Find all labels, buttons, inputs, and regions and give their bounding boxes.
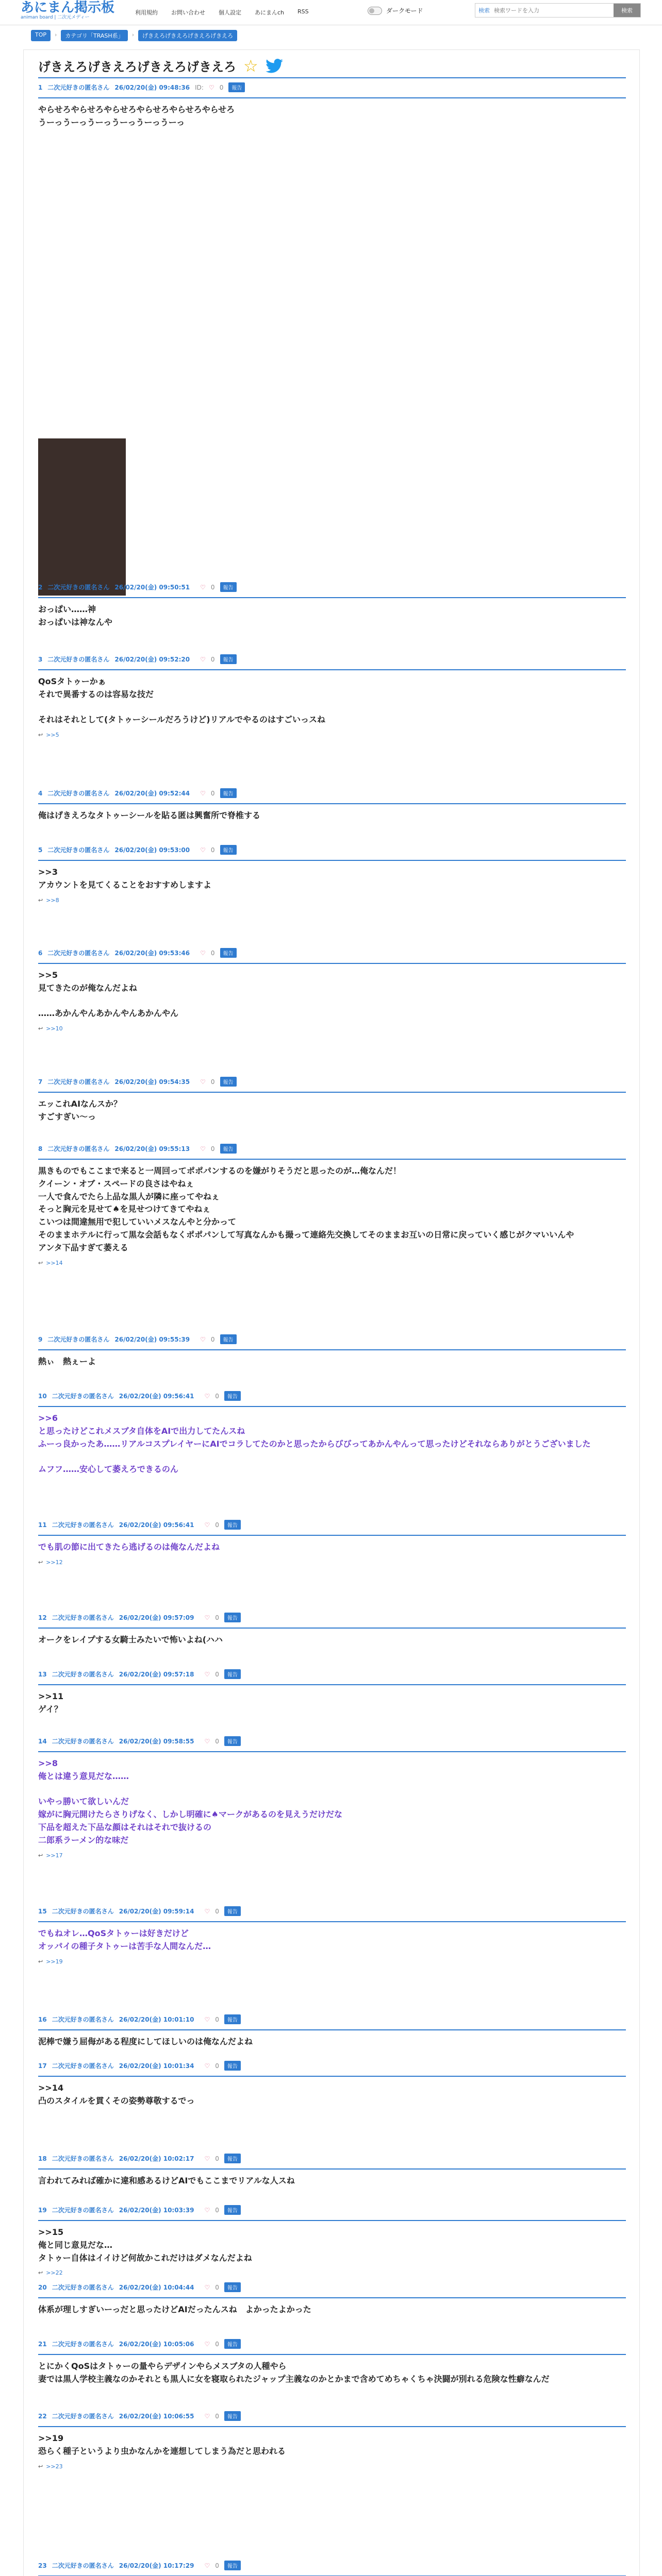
report-button[interactable]: 報告 — [224, 2014, 241, 2024]
post-divider — [38, 2029, 626, 2030]
poster-name: 二次元好きの匿名さん — [52, 2341, 114, 2348]
post-date: 26/02/20(金) 09:56:41 — [119, 1521, 194, 1529]
search-bar — [475, 3, 641, 18]
post — [38, 2205, 626, 2276]
post-body: でもねオレ…QoSタトゥーは好きだけど オッパイの種子タトゥーは苦手な人間なんだ… — [38, 1928, 211, 1951]
poster-name: 二次元好きの匿名さん — [47, 1145, 110, 1153]
report-button[interactable]: 報告 — [224, 1906, 241, 1916]
post-date: 26/02/20(金) 09:48:36 — [114, 84, 190, 91]
post — [38, 1520, 626, 1566]
header-nav — [135, 8, 309, 16]
reply-link-text[interactable]: >>10 — [46, 1025, 63, 1032]
like-count: 0 — [210, 789, 215, 797]
title-underline — [38, 77, 626, 78]
like-heart-icon[interactable]: ♡ — [204, 2206, 210, 2214]
post-number[interactable]: 17 — [38, 2062, 47, 2070]
poster-name: 二次元好きの匿名さん — [52, 1614, 114, 1621]
like-count: 0 — [215, 2340, 219, 2348]
post-date: 26/02/20(金) 10:01:34 — [119, 2062, 194, 2070]
report-button[interactable]: 報告 — [220, 582, 237, 592]
post-date: 26/02/20(金) 09:57:18 — [119, 1671, 194, 1678]
page-title — [38, 57, 283, 75]
post-header — [38, 2014, 626, 2024]
post-date: 26/02/20(金) 10:17:29 — [119, 2562, 194, 2569]
like-heart-icon[interactable]: ♡ — [204, 2412, 210, 2420]
post-header — [38, 654, 626, 664]
like-heart-icon[interactable]: ♡ — [200, 789, 206, 797]
reply-link[interactable] — [38, 1025, 626, 1032]
reply-link-text[interactable]: >>8 — [46, 896, 59, 904]
like-count: 0 — [215, 1392, 219, 1400]
like-heart-icon[interactable]: ♡ — [204, 2562, 210, 2569]
post-divider — [38, 860, 626, 861]
like-count: 0 — [215, 1614, 219, 1621]
post-body: >>5 見てきたのが俺なんだよね ……あかんやんあかんやんあかんやん — [38, 970, 179, 1019]
like-count: 0 — [215, 2412, 219, 2420]
reply-arrow-icon: ↩ — [38, 732, 43, 739]
post-header — [38, 1334, 626, 1344]
thread-title: げきえろげきえろげきえろげきえろ — [38, 60, 236, 74]
post-divider — [38, 97, 626, 98]
like-heart-icon[interactable]: ♡ — [200, 583, 206, 591]
like-count: 0 — [215, 1737, 219, 1745]
like-heart-icon[interactable]: ♡ — [200, 655, 206, 663]
nav-contact[interactable]: お問い合わせ — [171, 9, 205, 16]
reply-link-text[interactable]: >>5 — [46, 732, 59, 739]
post — [38, 1077, 626, 1124]
search-button[interactable]: 検索 — [614, 4, 640, 17]
post-date: 26/02/20(金) 09:53:46 — [114, 950, 190, 957]
post-date: 26/02/20(金) 09:56:41 — [119, 1393, 194, 1400]
post — [38, 1334, 626, 1368]
reply-arrow-icon: ↩ — [38, 1259, 43, 1266]
post-number[interactable]: 10 — [38, 1392, 47, 1400]
post-divider — [38, 1535, 626, 1536]
post-body: QoSタトゥーかぁ それで異番するのは容易な技だ それはそれとして(タトゥーシールだろうけど)リアルでやるのはすごいっスね — [38, 676, 325, 725]
post-divider — [38, 1159, 626, 1160]
post-divider — [38, 2426, 626, 2427]
site-logo[interactable] — [21, 1, 114, 20]
like-heart-icon[interactable]: ♡ — [200, 949, 206, 957]
search-scope-select[interactable]: 検索 — [478, 7, 490, 14]
post-header — [38, 1669, 626, 1679]
report-button[interactable]: 報告 — [224, 2561, 241, 2570]
post-number[interactable]: 14 — [38, 1737, 47, 1745]
reply-link[interactable] — [38, 732, 626, 738]
post-header — [38, 2282, 626, 2292]
logo-text: あにまん掲示板 — [21, 0, 115, 15]
reply-link[interactable] — [38, 897, 626, 904]
toggle-switch[interactable] — [368, 7, 382, 15]
post-header — [38, 1077, 626, 1087]
like-count: 0 — [210, 949, 215, 957]
reply-link[interactable] — [38, 1958, 626, 1965]
post-date: 26/02/20(金) 10:02:17 — [119, 2155, 194, 2162]
reply-link-text[interactable]: >>23 — [46, 2463, 63, 2470]
post-divider — [38, 963, 626, 964]
post-date: 26/02/20(金) 10:03:39 — [119, 2207, 194, 2214]
post-body: とにかくQoSはタトゥーの量やらデザインやらメスブタの人種やら 妻では黒人学校主義なのかそれとも黒人に女を寝取られたジャップ主義なのかとかまで含めてめちゃくちゃ決闘が別れる危険な性癖なんだ — [38, 2361, 550, 2384]
like-heart-icon[interactable]: ♡ — [204, 1737, 210, 1745]
poster-name: 二次元好きの匿名さん — [52, 1393, 114, 1400]
post-header — [38, 2561, 626, 2570]
post — [38, 948, 626, 1032]
post-header — [38, 788, 626, 798]
poster-name: 二次元好きの匿名さん — [47, 656, 110, 663]
post-number[interactable]: 8 — [38, 1145, 43, 1153]
twitter-share-icon[interactable] — [266, 59, 283, 73]
post-body: 体系が理しすぎいーっだと思ったけどAIだったんスね よかったよかった — [38, 2304, 311, 2314]
post-number[interactable]: 9 — [38, 1335, 43, 1343]
post-header — [38, 2154, 626, 2163]
post-divider — [38, 1092, 626, 1093]
reply-link[interactable] — [38, 2269, 626, 2276]
post — [38, 2282, 626, 2316]
like-heart-icon[interactable]: ♡ — [200, 846, 206, 854]
poster-name: 二次元好きの匿名さん — [52, 2413, 114, 2420]
like-count: 0 — [210, 1335, 215, 1343]
report-button[interactable]: 報告 — [220, 845, 237, 855]
post-divider — [38, 803, 626, 804]
breadcrumb-separator: › — [131, 31, 135, 38]
reply-link-text[interactable]: >>22 — [46, 2269, 63, 2277]
like-count: 0 — [215, 2062, 219, 2070]
like-heart-icon[interactable]: ♡ — [204, 2155, 210, 2162]
post-divider — [38, 1406, 626, 1407]
post — [38, 2561, 626, 2576]
report-button[interactable]: 報告 — [224, 2154, 241, 2163]
poster-name: 二次元好きの匿名さん — [47, 846, 110, 854]
post — [38, 1736, 626, 1859]
like-heart-icon[interactable]: ♡ — [204, 2283, 210, 2291]
poster-name: 二次元好きの匿名さん — [52, 1671, 114, 1678]
post-number[interactable]: 16 — [38, 2015, 47, 2023]
post-image[interactable] — [38, 438, 126, 596]
report-button[interactable]: 報告 — [224, 2205, 241, 2215]
poster-name: 二次元好きの匿名さん — [47, 1336, 110, 1343]
nav-rss[interactable]: RSS — [297, 8, 309, 15]
logo-subtext: animan board | 二次元メディー — [21, 15, 90, 20]
post-date: 26/02/20(金) 09:58:55 — [119, 1738, 194, 1745]
post-divider — [38, 2220, 626, 2221]
post-body: おっぱい……神 おっぱいは神なんや — [38, 604, 113, 627]
post-header — [38, 2205, 626, 2215]
reply-arrow-icon: ↩ — [38, 1025, 43, 1032]
post-date: 26/02/20(金) 09:53:00 — [114, 846, 190, 854]
poster-name: 二次元好きの匿名さん — [52, 2562, 114, 2569]
report-button[interactable]: 報告 — [224, 2339, 241, 2349]
post-header — [38, 582, 626, 592]
post-body: でも肌の節に出てきたら逃げるのは俺なんだよね — [38, 1542, 220, 1552]
post-body: やらせろやらせろやらせろやらせろやらせろやらせろ うーっうーっうーっうーっうーっうーっ — [38, 105, 235, 127]
like-count: 0 — [215, 1521, 219, 1529]
post-header — [38, 2339, 626, 2349]
post-body: オークをレイプする女騎士みたいで怖いよね(ハハ — [38, 1635, 223, 1645]
post-divider — [38, 669, 626, 670]
like-count: 0 — [215, 2283, 219, 2291]
post-body: >>8 俺とは違う意見だな…… いやっ勝いて欲しいんだ 嫁がに胸元開けたらさりげなく、しかし明確に♠マークがあるのを見えうだけだな 下品を超えた下品な顔はそれはそれで抜けるの 二郎系ラーメン的な味だ — [38, 1758, 343, 1845]
like-count: 0 — [210, 1078, 215, 1086]
post — [38, 2411, 626, 2470]
post-number[interactable]: 22 — [38, 2412, 47, 2420]
post-header — [38, 845, 626, 855]
report-button[interactable]: 報告 — [224, 1736, 241, 1746]
report-button[interactable]: 報告 — [228, 82, 245, 92]
post-number[interactable]: 13 — [38, 1670, 47, 1678]
poster-name: 二次元好きの匿名さん — [47, 790, 110, 797]
search-input[interactable] — [493, 7, 614, 14]
breadcrumb-top[interactable]: TOP — [31, 30, 51, 41]
post-header — [38, 948, 626, 958]
post-header — [38, 1391, 626, 1401]
post-number[interactable]: 21 — [38, 2340, 47, 2348]
post — [38, 582, 626, 629]
post-body: 俺はげきえろなタトゥーシールを貼る匿は興奮所で脊椎する — [38, 810, 260, 820]
post-divider — [38, 1921, 626, 1922]
reply-arrow-icon: ↩ — [38, 2463, 43, 2470]
post-divider — [38, 2297, 626, 2298]
post-divider — [38, 2168, 626, 2170]
post-date: 26/02/20(金) 09:50:51 — [114, 584, 190, 591]
poster-name: 二次元好きの匿名さん — [52, 1738, 114, 1745]
like-count: 0 — [210, 846, 215, 854]
report-button[interactable]: 報告 — [220, 654, 237, 664]
post-header — [38, 1520, 626, 1530]
report-button[interactable]: 報告 — [220, 1077, 237, 1087]
post-header — [38, 1736, 626, 1746]
reply-link-text[interactable]: >>12 — [46, 1558, 63, 1566]
post-number[interactable]: 12 — [38, 1614, 47, 1621]
like-count: 0 — [210, 583, 215, 591]
nav-terms[interactable]: 利用規約 — [135, 9, 158, 16]
post — [38, 2154, 626, 2188]
reply-link[interactable] — [38, 1260, 626, 1266]
like-count: 0 — [215, 2015, 219, 2023]
like-heart-icon[interactable]: ♡ — [204, 2015, 210, 2023]
like-count: 0 — [215, 2562, 219, 2569]
poster-name: 二次元好きの匿名さん — [47, 950, 110, 957]
post-body: エッこれAIなんスか？ すごすぎい〜っ — [38, 1099, 122, 1122]
like-count: 0 — [215, 2206, 219, 2214]
post-id: ID: — [195, 83, 204, 91]
post-number[interactable]: 18 — [38, 2155, 47, 2162]
post-number[interactable]: 15 — [38, 1907, 47, 1915]
report-button[interactable]: 報告 — [224, 2282, 241, 2292]
like-heart-icon[interactable]: ♡ — [204, 1392, 210, 1400]
report-button[interactable]: 報告 — [220, 948, 237, 958]
post — [38, 1613, 626, 1647]
poster-name: 二次元好きの匿名さん — [52, 2016, 114, 2023]
poster-name: 二次元好きの匿名さん — [47, 1078, 110, 1086]
post-divider — [38, 1684, 626, 1685]
reply-arrow-icon: ↩ — [38, 1958, 43, 1965]
post — [38, 845, 626, 904]
post-body: 泥棒で嫌う屈侮がある程度にしてほしいのは俺なんだよね — [38, 2037, 253, 2046]
like-heart-icon[interactable]: ♡ — [204, 2062, 210, 2070]
post-body: >>3 アカウントを見てくることをおすすめしますよ — [38, 867, 212, 890]
post — [38, 1144, 626, 1266]
post-header — [38, 2061, 626, 2071]
like-heart-icon[interactable]: ♡ — [200, 1335, 206, 1343]
site-header — [0, 0, 662, 25]
poster-name: 二次元好きの匿名さん — [52, 1908, 114, 1915]
poster-name: 二次元好きの匿名さん — [47, 584, 110, 591]
dark-mode-label: ダークモード — [386, 7, 423, 14]
report-button[interactable]: 報告 — [220, 1334, 237, 1344]
post — [38, 788, 626, 822]
post — [38, 2014, 626, 2048]
like-heart-icon[interactable]: ♡ — [204, 1907, 210, 1915]
post — [38, 2061, 626, 2108]
post-number[interactable]: 5 — [38, 846, 43, 854]
like-heart-icon[interactable]: ♡ — [204, 2340, 210, 2348]
post-body: >>11 ゲイ？ — [38, 1691, 64, 1714]
post-date: 26/02/20(金) 09:55:13 — [114, 1145, 190, 1153]
poster-name: 二次元好きの匿名さん — [52, 1521, 114, 1529]
poster-name: 二次元好きの匿名さん — [52, 2284, 114, 2291]
post-body: >>6 と思ったけどこれメスブタ自体をAIで出力してたんスね ふーっ良かったあ……リアルコスプレイヤーにAIでコラしてたのかと思ったからびびってあかんやんって思ったけどそれならありがとうございました ムフフ……安心して萎えろできるのん — [38, 1413, 591, 1475]
like-heart-icon[interactable]: ♡ — [204, 1521, 210, 1529]
post-number[interactable]: 4 — [38, 789, 43, 797]
post-number[interactable]: 3 — [38, 655, 43, 663]
like-heart-icon[interactable]: ♡ — [204, 1670, 210, 1678]
post-header — [38, 82, 626, 92]
post — [38, 654, 626, 738]
poster-name: 二次元好きの匿名さん — [52, 2062, 114, 2070]
post — [38, 1669, 626, 1716]
post — [38, 1391, 626, 1476]
post-body: >>15 俺と同じ意見だな… タトゥー自体はイイけど何故かこれだけはダメなんだよね — [38, 2227, 252, 2263]
reply-link-text[interactable]: >>19 — [46, 1958, 63, 1965]
post-body: 黒きものでもここまで来ると一周回ってポポパンするのを嫌がりそうだと思ったのが…俺なんだ！ クイーン・オブ・スペードの良さはやねぇ 一人で食んでたら上品な黒人が隣に座ってやねぇ そっと胸元を見せて♠を見せつけてきてやねぇ こいつは間違無用で犯していいメスなんやと分かって そのままホテルに行って黒な会話もなくポポパンして写真なんかも撮って連絡先交換してそのままお互いの日常に戻っていく感じがクマいいんや アンタ下品すぎて萎える — [38, 1166, 574, 1252]
post-date: 26/02/20(金) 09:52:44 — [114, 790, 190, 797]
post-divider — [38, 2354, 626, 2355]
post-date: 26/02/20(金) 10:01:10 — [119, 2016, 194, 2023]
breadcrumb-category[interactable]: カテゴリ「TRASH系」 — [61, 30, 127, 41]
report-button[interactable]: 報告 — [224, 2411, 241, 2421]
post-divider — [38, 597, 626, 598]
report-button[interactable]: 報告 — [224, 2061, 241, 2071]
report-button[interactable]: 報告 — [220, 1144, 237, 1154]
post-header — [38, 2411, 626, 2421]
like-heart-icon[interactable]: ♡ — [208, 83, 214, 91]
reply-arrow-icon: ↩ — [38, 1852, 43, 1859]
post-number[interactable]: 7 — [38, 1078, 43, 1086]
reply-link-text[interactable]: >>14 — [46, 1259, 63, 1266]
report-button[interactable]: 報告 — [224, 1669, 241, 1679]
post-date: 26/02/20(金) 09:55:39 — [114, 1336, 190, 1343]
like-heart-icon[interactable]: ♡ — [204, 1614, 210, 1621]
like-count: 0 — [219, 83, 224, 91]
post — [38, 2339, 626, 2386]
dark-mode-toggle[interactable] — [368, 6, 423, 15]
reply-link[interactable] — [38, 2463, 626, 2470]
reply-arrow-icon: ↩ — [38, 2269, 43, 2277]
post-date: 26/02/20(金) 09:52:20 — [114, 656, 190, 663]
post-divider — [38, 1751, 626, 1752]
post-body: >>14 凸のスタイルを貫くその姿勢尊敬するでっ — [38, 2083, 195, 2106]
post-body: >>19 恐らく種子というより虫かなんかを連想してしまう為だと思われる — [38, 2433, 286, 2456]
post-date: 26/02/20(金) 09:57:09 — [119, 1614, 194, 1621]
like-heart-icon[interactable]: ♡ — [200, 1078, 206, 1086]
post-date: 26/02/20(金) 09:59:14 — [119, 1908, 194, 1915]
post-number[interactable]: 23 — [38, 2562, 47, 2569]
post-number[interactable]: 20 — [38, 2283, 47, 2291]
reply-link-text[interactable]: >>17 — [46, 1852, 63, 1859]
post-header — [38, 1613, 626, 1622]
post-number[interactable]: 2 — [38, 583, 43, 591]
breadcrumb-separator: › — [55, 31, 57, 38]
reply-link[interactable] — [38, 1852, 626, 1859]
post-body: 言われてみれば確かに違和感あるけどAIでもここまでリアルな人スね — [38, 2176, 295, 2185]
post-header — [38, 1906, 626, 1916]
poster-name: 二次元好きの匿名さん — [52, 2155, 114, 2162]
post-header — [38, 1144, 626, 1154]
like-count: 0 — [215, 1670, 219, 1678]
post-number[interactable]: 11 — [38, 1521, 47, 1529]
nav-animanch[interactable]: あにまんch — [255, 9, 285, 16]
report-button[interactable]: 報告 — [220, 788, 237, 798]
post-divider — [38, 1628, 626, 1629]
breadcrumb-thread[interactable]: げきえろげきえろげきえろげきえろ — [138, 30, 237, 41]
reply-arrow-icon: ↩ — [38, 896, 43, 904]
like-count: 0 — [215, 1907, 219, 1915]
reply-arrow-icon: ↩ — [38, 1558, 43, 1566]
post-number[interactable]: 1 — [38, 83, 43, 91]
report-button[interactable]: 報告 — [224, 1391, 241, 1401]
post-date: 26/02/20(金) 10:04:44 — [119, 2284, 194, 2291]
post-date: 26/02/20(金) 09:54:35 — [114, 1078, 190, 1086]
post-date: 26/02/20(金) 10:06:55 — [119, 2413, 194, 2420]
report-button[interactable]: 報告 — [224, 1520, 241, 1530]
breadcrumb — [31, 30, 237, 41]
favorite-star-icon[interactable]: ☆ — [243, 56, 258, 76]
post — [38, 1906, 626, 1965]
post-divider — [38, 2076, 626, 2077]
post-number[interactable]: 6 — [38, 949, 43, 957]
like-count: 0 — [210, 655, 215, 663]
like-count: 0 — [215, 2155, 219, 2162]
post-date: 26/02/20(金) 10:05:06 — [119, 2341, 194, 2348]
post — [38, 82, 626, 596]
post-divider — [38, 1349, 626, 1350]
reply-link[interactable] — [38, 1559, 626, 1566]
like-heart-icon[interactable]: ♡ — [200, 1145, 206, 1153]
post-number[interactable]: 19 — [38, 2206, 47, 2214]
poster-name: 二次元好きの匿名さん — [47, 84, 110, 91]
post-body: 熱ぃ 熱ぇーよ — [38, 1357, 96, 1366]
like-count: 0 — [210, 1145, 215, 1153]
poster-name: 二次元好きの匿名さん — [52, 2207, 114, 2214]
nav-settings[interactable]: 個人設定 — [219, 9, 241, 16]
report-button[interactable]: 報告 — [224, 1613, 241, 1622]
